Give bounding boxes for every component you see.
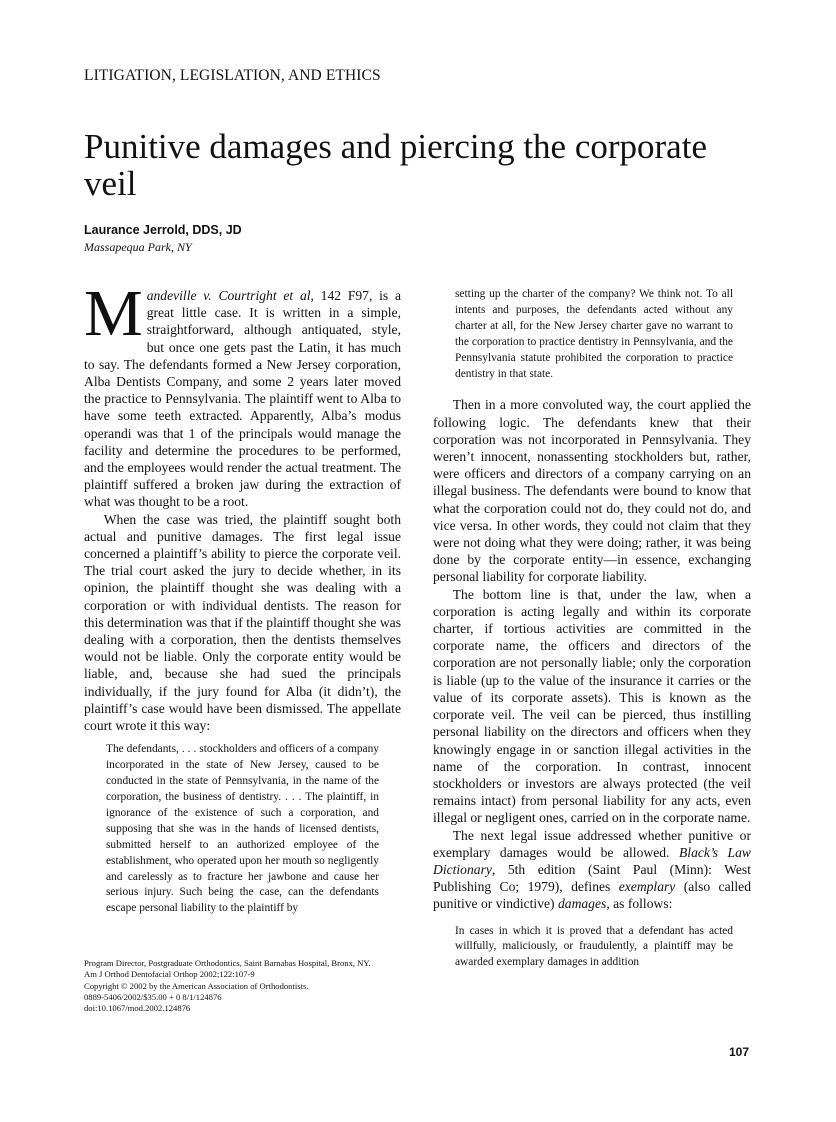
footnote-issn: 0889-5406/2002/$35.00 + 0 8/1/124876 [84,991,222,1002]
definition-quote: In cases in which it is proved that a defendant has acted willfully, maliciously, or fraudulently, a plaintiff may be awarded exemplary damages in addition [455,924,733,969]
block-quote-continued: setting up the charter of the company? We think not. To all intents and purposes, the defendants acted without any charter at all, for the New Jersey charter gave no warrant to the corporation to practice dentistry in Pennsylvania, and the Pennsylvania statute prohibited the corporation to practice dentistry in that state. [455,288,733,380]
author-name: Laurance Jerrold, DDS, JD [84,223,242,237]
paragraph-4: The bottom line is that, under the law, when a corporation is acting legally and within its corporate charter, if tortious activities are committed in the corporate name, the officers and directors of the corporation are not personally liable; only the corporation is liable (up to the value of the insurance it carries or the value of its corporate assets). This is known as the corporate veil. The veil can be pierced, thus instilling personal liability on the directors and officers when they knowingly engage in or sanction illegal activities in the name of the corporation. In contrast, innocent stockholders or investors are always protected (the veil remains intact) from personal liability for any acts, even illegal or negligent ones, carried on in the corporate name. [433,586,751,826]
footnote-citation: Am J Orthod Dentofacial Orthop 2002;122:107-9 [84,969,255,980]
spacer [433,913,751,924]
case-name: andeville v. Courtright et al [146,288,311,303]
block-quote: The defendants, . . . stockholders and officers of a company incorporated in the state of New Jersey, caused to be conducted in the state of Pennsylvania, in the name of the corporation, the business of dentistry. . . . The plaintiff, in ignorance of the existence of such a corporation, and supposing that she was in the hands of licensed dentists, submitted herself to an authorized employee of the establishment, who operated upon her mouth so negligently and carelessly as to fracture her jawbone and cause her serious injury. Such being the case, can the defendants escape personal liability to the plaintiff by [106,743,379,915]
paragraph-1: Mandeville v. Courtright et al, 142 F97, is a great little case. It is written in a simple, straightforward, although antiquated, style, but once one gets past the Latin, it has much to say. The defendants formed a New Jersey corporation, Alba Dentists Company, and some 2 years later moved the practice to Pennsylvania. The plaintiff went to Alba to have some teeth extracted. Apparently, Alba’s modus operandi was that 1 of the principals would manage the facility and determine the procedures to be performed, and the employees would render the actual treatment. The plaintiff suffered a broken jaw during the extraction of what was thought to be a root. [84,277,401,510]
right-column [433,287,751,971]
footnote-affiliation: Program Director, Postgraduate Orthodontics, Saint Barnabas Hospital, Bronx, NY. [84,958,371,968]
section-header: LITIGATION, LEGISLATION, AND ETHICS [84,67,381,84]
drop-cap: M [84,277,143,350]
footnotes [84,958,401,1014]
left-column [84,277,401,917]
article-title: Punitive damages and piercing the corporate veil [84,127,707,203]
paragraph-3: Then in a more convoluted way, the court applied the following logic. The defendants knew that their corporation was not incorporated in Pennsylvania. They weren’t innocent, nonassenting stockholders but, rather, were officers and directors of a company carrying on an illegal business. The defendants were bound to know that what the corporation could not do, they could not do, and vice versa. In other words, they could not claim that they were not doing what they were doing; rather, it was being done by the corporate entity—in essence, exchanging personal liability for corporate liability. [433,397,751,585]
page-number: 107 [729,1045,750,1059]
author-affiliation: Massapequa Park, NY [84,240,192,254]
footnote-copyright: Copyright © 2002 by the American Association of Orthodontists. [84,980,309,991]
dictionary-title: Black’s Law Dictionary [433,844,751,877]
spacer [433,382,751,396]
footnote-doi: doi:10.1067/mod.2002.124876 [84,1003,191,1014]
paragraph-5: The next legal issue addressed whether punitive or exemplary damages would be allowed. Black’s Law Dictionary, 5th edition (Saint Paul (Minn): West Publishing Co; 1979), defines exemplary (also called punitive or vindictive) damages, as follows: [433,827,751,912]
paragraph-2: When the case was tried, the plaintiff sought both actual and punitive damages. The first legal issue concerned a plaintiff’s ability to pierce the corporate veil. The trial court asked the jury to decide whether, in its opinion, the plaintiff thought she was dealing with a corporation or with individual dentists. The reason for this determination was that if the plaintiff thought she was dealing with a corporation, then the dentists themselves would not be liable. Only the corporate entity would be liable, and, because she had sued the principals individually, if the jury found for Alba (it didn’t), the plaintiff’s case would have been dismissed. The appellate court wrote it this way: [84,511,401,734]
